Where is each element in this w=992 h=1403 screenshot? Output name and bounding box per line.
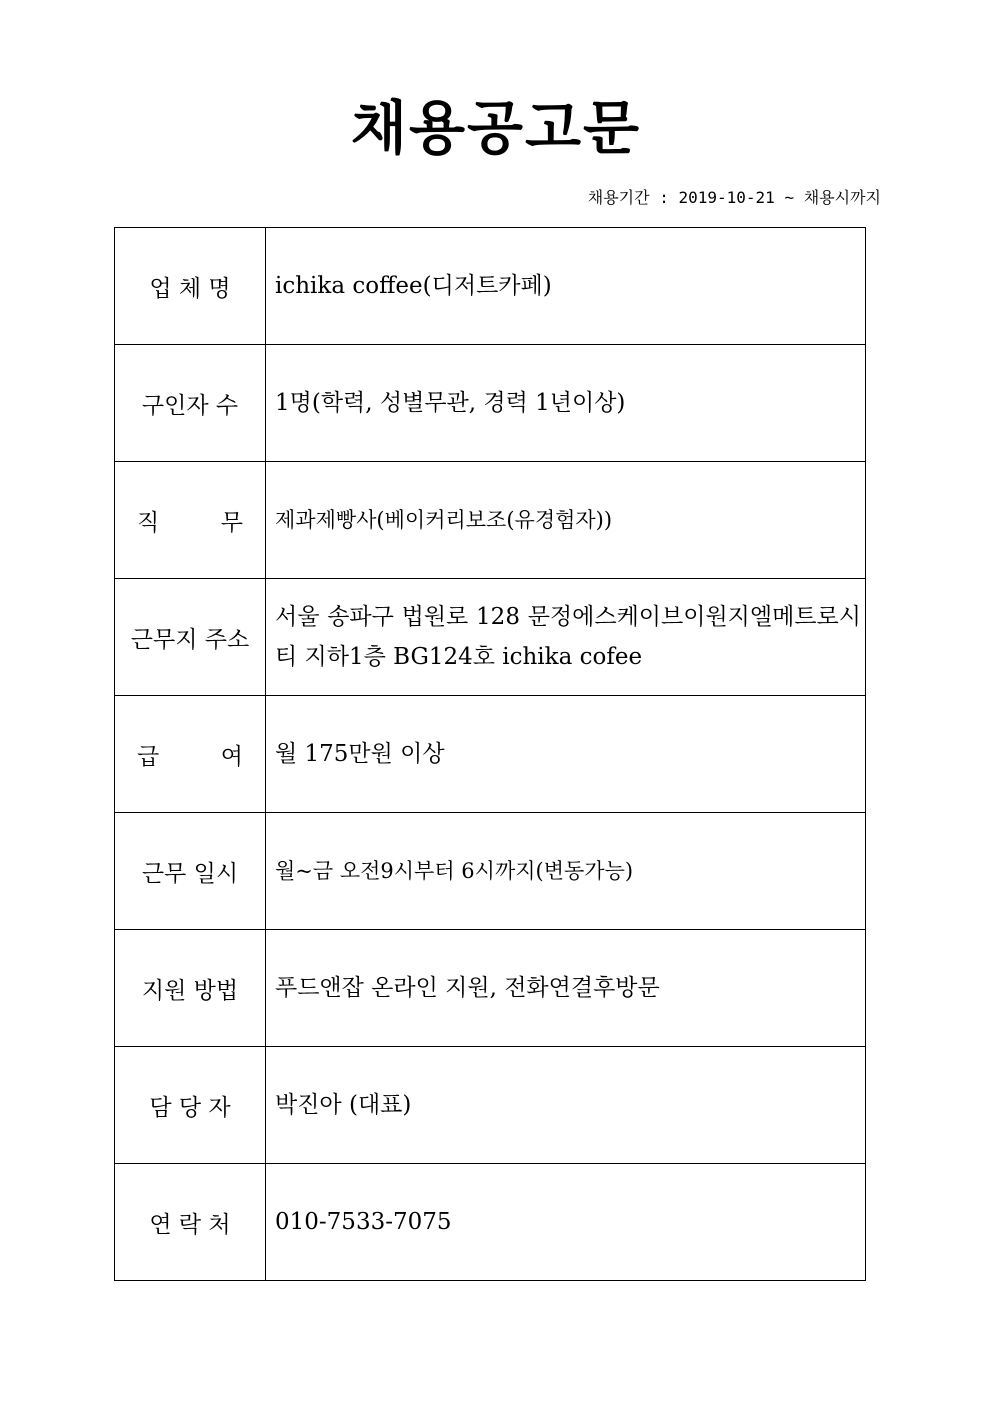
label-job: 직 무 (115, 462, 266, 579)
value-headcount: 1명(학력, 성별무관, 경력 1년이상) (266, 345, 866, 462)
value-work-hours: 월~금 오전9시부터 6시까지(변동가능) (266, 813, 866, 930)
table-row-headcount (115, 345, 866, 462)
value-salary: 월 175만원 이상 (266, 696, 866, 813)
value-work-address: 서울 송파구 법원로 128 문정에스케이브이원지엘메트로시티 지하1층 BG124호 ichika cofee (266, 579, 866, 696)
value-company-name: ichika coffee(디저트카페) (266, 228, 866, 345)
label-phone: 연 락 처 (115, 1164, 266, 1281)
table-row-phone (115, 1164, 866, 1281)
table-row-address (115, 579, 866, 696)
table-row-contact-person (115, 1047, 866, 1164)
value-application-method: 푸드앤잡 온라인 지원, 전화연결후방문 (266, 930, 866, 1047)
value-phone: 010-7533-7075 (266, 1164, 866, 1281)
document-title: 채용공고문 (350, 94, 642, 162)
label-company-name: 업 체 명 (115, 228, 266, 345)
table-row-work-hours (115, 813, 866, 930)
label-salary: 급 여 (115, 696, 266, 813)
value-job: 제과제빵사(베이커리보조(유경험자)) (266, 462, 866, 579)
table-row-application (115, 930, 866, 1047)
table-row-job (115, 462, 866, 579)
value-contact-person: 박진아 (대표) (266, 1047, 866, 1164)
job-info-table (114, 227, 866, 1281)
recruitment-period: 채용기간 : 2019-10-21 ~ 채용시까지 (587, 188, 881, 207)
label-contact-person: 담 당 자 (115, 1047, 266, 1164)
table-row-salary (115, 696, 866, 813)
label-headcount: 구인자 수 (115, 345, 266, 462)
table-row-company (115, 228, 866, 345)
label-application-method: 지원 방법 (115, 930, 266, 1047)
label-work-address: 근무지 주소 (115, 579, 266, 696)
label-work-hours: 근무 일시 (115, 813, 266, 930)
